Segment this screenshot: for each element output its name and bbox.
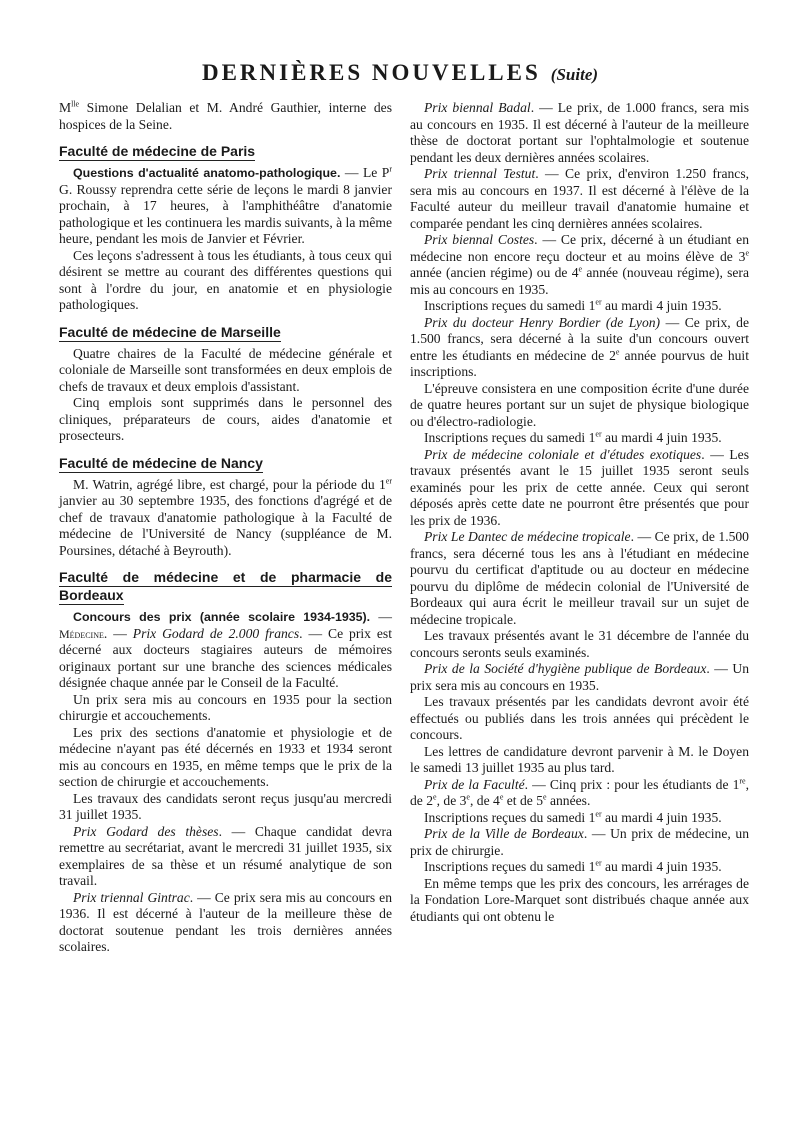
- paragraph: Prix de la Faculté. — Cinq prix : pour les étudiants de 1re, de 2e, de 3e, de 4e et de 5e années.: [410, 775, 749, 808]
- paragraph: Inscriptions reçues du samedi 1er au mardi 4 juin 1935.: [424, 808, 722, 825]
- section-title-nancy: Faculté de médecine de Nancy: [59, 454, 263, 471]
- section-title-marseille: Faculté de médecine de Marseille: [59, 323, 281, 340]
- paragraph: Prix triennal Gintrac. — Ce prix sera mis au concours en 1936. Il est décerné à l'auteur de la meilleure thèse de doctorat soutenue pendant les trois dernières années scolaires.: [59, 889, 392, 954]
- paragraph: Un prix sera mis au concours en 1935 pour la section chirurgie et accouchements.: [59, 691, 392, 723]
- paragraph: Prix Godard des thèses. — Chaque candidat devra remettre au secrétariat, avant le mercredi 31 juillet 1935, six exemplaires de sa thèse et un résumé analytique de son travail.: [59, 823, 393, 888]
- paragraph: Prix Le Dantec de médecine tropicale. — Ce prix, de 1.500 francs, sera décerné tous les ans à l'étudiant en médecine pourvu du certificat d'aptitude ou au docteur en médecine pourvu du diplôme de médecin colonial de l'Université de Bordeaux qui aura écrit le meilleur travail sur un sujet de médecine tropicale.: [410, 529, 749, 627]
- paragraph: Prix biennal Badal. — Le prix, de 1.000 francs, sera mis au concours en 1935. Il est décerné à l'auteur de la meilleure thèse de doctorat portant sur l'ophtalmologie et soutenue pendant les deux dernières années scolaires.: [410, 100, 749, 165]
- paragraph: Les travaux des candidats seront reçus jusqu'au mercredi 31 juillet 1935.: [59, 790, 392, 822]
- paragraph: Prix de la Ville de Bordeaux. — Un prix de médecine, un prix de chirurgie.: [410, 826, 750, 858]
- paragraph: Inscriptions reçues du samedi 1er au mardi 4 juin 1935.: [424, 429, 722, 445]
- paragraph: Inscriptions reçues du samedi 1er au mardi 4 juin 1935.: [424, 858, 722, 874]
- paragraph: L'épreuve consistera en une composition écrite d'une durée de quatre heures portant sur un sujet de physique biologique ou d'électro-radiologie.: [410, 380, 749, 429]
- left-column: [59, 100, 392, 956]
- paragraph: Prix biennal Costes. — Ce prix, décerné à un étudiant en médecine non encore reçu docteur et au moins élève de 3e année (ancien régime) ou de 4e année (nouveau régime), sera mis au concours en 1935.: [410, 232, 749, 297]
- paragraph: Questions d'actualité anatomo-pathologique. — Le $P^r$ G. Roussy reprendra cette série de leçons le mardi 8 janvier prochain, à 17 heures, à l'amphithéâtre d'anatomie pathologique et les continuera les mardis suivants, à la même heure, pendant les mois de Janvier et Février.: [59, 164, 393, 246]
- paragraph: Prix de la Société d'hygiène publique de Bordeaux. — Un prix sera mis au concours en 1935.: [410, 661, 749, 693]
- paragraph: Les travaux présentés par les candidats devront avoir été effectués ou publiés dans les trois années qui précèdent le concours.: [410, 694, 749, 742]
- paragraph: Inscriptions reçues du samedi 1er au mardi 4 juin 1935.: [424, 297, 722, 313]
- paragraph: Les travaux présentés avant le 31 décembre de l'année du concours seronts seuls examinés.: [410, 628, 749, 660]
- paragraph: Prix triennal Testut. — Ce prix, d'environ 1.250 francs, sera mis au concours en 1937. Il est décerné à l'élève de la Faculté auteur du meilleur travail d'anatomie humaine et comparée pendant les cinq dernières années scolaires.: [410, 166, 750, 231]
- right-column: [410, 100, 749, 925]
- section-title-paris: Faculté de médecine de Paris: [59, 143, 256, 159]
- section-title-bordeaux: Faculté de médecine et de pharmacie de Bordeaux: [59, 569, 392, 603]
- paragraph: Cinq emplois sont supprimés dans le personnel des cliniques, préparateurs de cours, aides d'anatomie et prosecteurs.: [59, 395, 392, 443]
- header-suite: (Suite): [550, 65, 599, 84]
- paragraph: Prix du docteur Henry Bordier (de Lyon) — Ce prix, de 1.500 francs, sera décerné à la suite d'un concours ouvert entre les étudiants en médecine de 2e année pourvus de huit inscriptions.: [410, 314, 749, 379]
- paragraph: Concours des prix (année scolaire 1934-1935). — Médecine. — Prix Godard de 2.000 francs. — Ce prix est décerné aux docteurs stagiaires auteurs de mémoires originaux portant sur une branche des sciences médicales désignée chaque année par le Conseil de la Faculté.: [59, 609, 392, 690]
- header-title: DERNIÈRES NOUVELLES: [201, 60, 541, 85]
- paragraph: Les lettres de candidature devront parvenir à M. le Doyen le samedi 13 juillet 1935 au plus tard.: [410, 743, 749, 775]
- paragraph: En même temps que les prix des concours, les arrérages de la Fondation Lore-Marquet sont distribués chaque année aux étudiants qui ont obtenu le: [410, 875, 749, 924]
- page-header: [0, 60, 800, 86]
- paragraph: Ces leçons s'adressent à tous les étudiants, à tous ceux qui désirent se mettre au courant des différentes questions qui sont à l'ordre du jour, en anatomie et en physiologie pathologiques.: [59, 247, 392, 312]
- paragraph: M. Watrin, agrégé libre, est chargé, pour la période du 1er janvier au 30 septembre 1935, des fonctions d'agrégé et de chef de travaux d'anatomie pathologique à la Faculté de médecine de l'Université de Nancy (suppléance de M. Poursines, détaché à Beyrouth).: [59, 475, 392, 558]
- paragraph: Prix de médecine coloniale et d'études exotiques. — Les travaux présentés avant le 15 juillet 1935 seront seuls examinés pour les prix de cette année. Ceux qui seront déposés après cette date ne pourront être présentés que pour les prix de 1936.: [410, 446, 750, 528]
- paragraph: $M^{lle}$ Simone Delalian et M. André Gauthier, interne des hospices de la Seine.: [59, 99, 392, 132]
- paragraph: Les prix des sections d'anatomie et physiologie et de médecine n'ayant pas été décernés en 1933 et 1934 seront mis au concours en 1935, en même temps que le prix de la section de chirurgie et accouchements.: [59, 724, 392, 789]
- paragraph: Quatre chaires de la Faculté de médecine générale et coloniale de Marseille sont transformées en deux emplois de chefs de travaux et deux emplois d'assistant.: [59, 345, 392, 394]
